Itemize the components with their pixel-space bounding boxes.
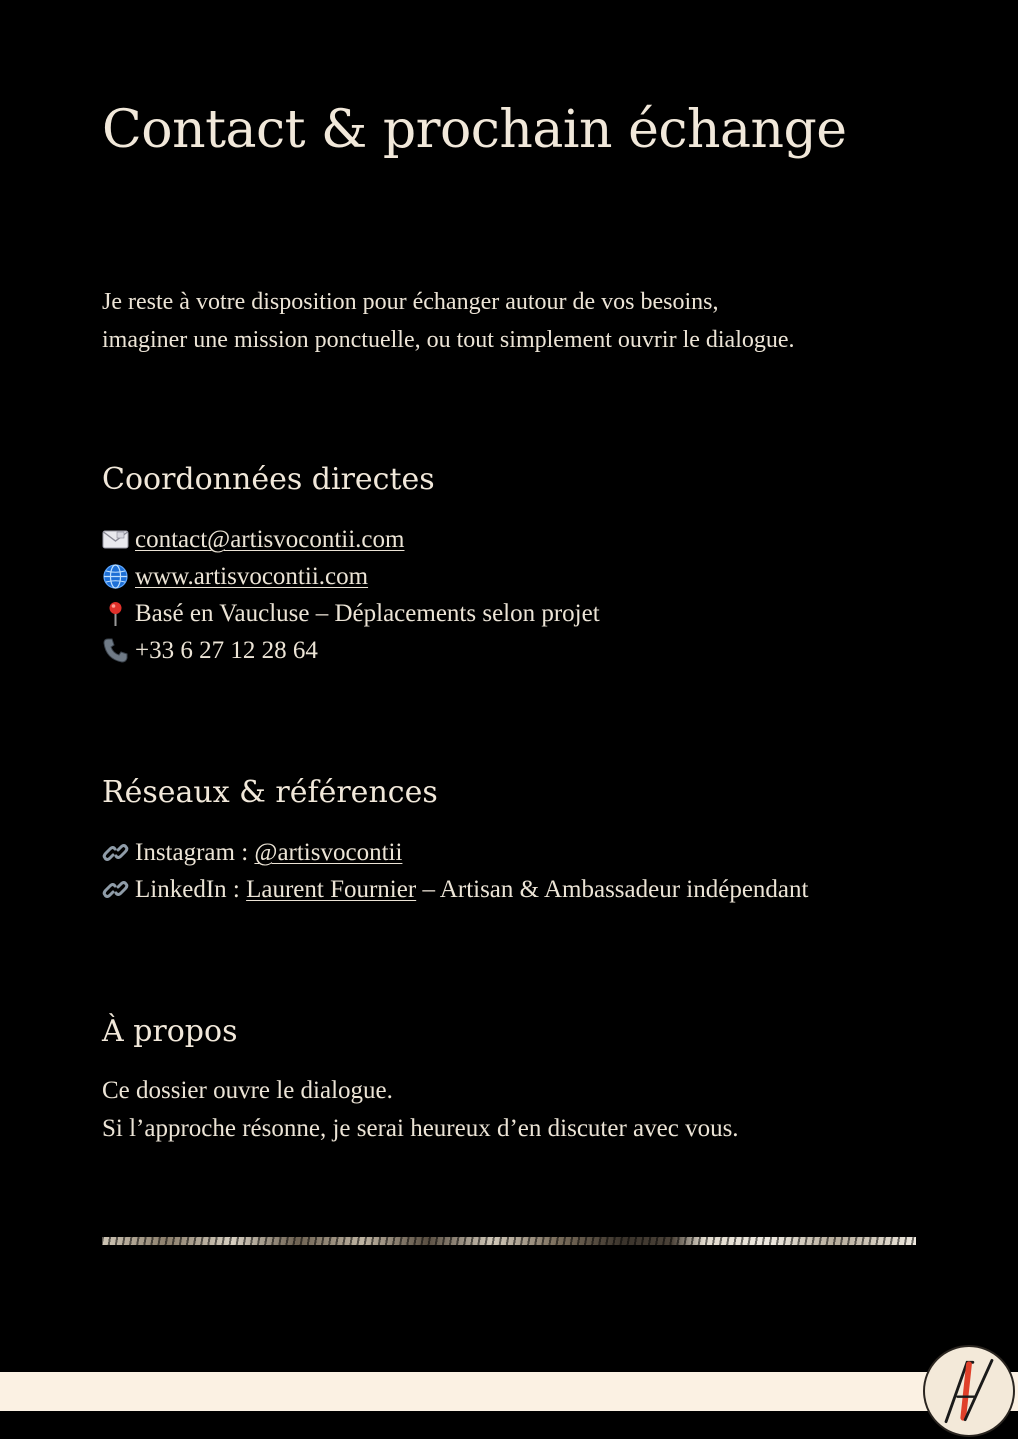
- instagram-label: Instagram :: [135, 839, 255, 866]
- footer-band: [0, 1372, 1018, 1411]
- about-heading: À propos: [102, 1014, 238, 1049]
- contact-location-row: [102, 595, 600, 632]
- intro-paragraph: [102, 283, 922, 359]
- instagram-link[interactable]: @artisvocontii: [254, 839, 403, 866]
- networks-heading: Réseaux & références: [102, 775, 438, 810]
- phone-text: +33 6 27 12 28 64: [135, 637, 318, 664]
- website-link[interactable]: www.artisvocontii.com: [135, 563, 369, 590]
- contact-list: [102, 521, 600, 669]
- contact-phone-row: [102, 632, 600, 669]
- networks-list: [102, 834, 808, 908]
- linkedin-suffix: – Artisan & Ambassadeur indépendant: [416, 876, 809, 903]
- page-title: Contact & prochain échange: [102, 100, 847, 160]
- location-text: Basé en Vaucluse – Déplacements selon projet: [135, 600, 600, 627]
- phone-icon: [102, 637, 129, 664]
- contact-website-row: [102, 558, 600, 595]
- intro-line-2: imaginer une mission ponctuelle, ou tout simplement ouvrir le dialogue.: [102, 327, 795, 353]
- globe-icon: [102, 563, 129, 590]
- linkedin-label: LinkedIn :: [135, 876, 247, 903]
- email-link[interactable]: contact@artisvocontii.com: [135, 526, 405, 553]
- link-icon: [102, 876, 129, 903]
- about-line-1: Ce dossier ouvre le dialogue.: [102, 1077, 393, 1104]
- contact-heading: Coordonnées directes: [102, 462, 435, 497]
- marble-divider: [102, 1237, 916, 1245]
- about-line-2: Si l’approche résonne, je serai heureux d’en discuter avec vous.: [102, 1115, 739, 1142]
- pin-icon: [102, 600, 129, 627]
- linkedin-row: [102, 871, 808, 908]
- about-paragraph: [102, 1072, 739, 1148]
- contact-email-row: [102, 521, 600, 558]
- av-monogram-logo: [925, 1347, 1013, 1435]
- logo-badge: [923, 1345, 1015, 1437]
- linkedin-link[interactable]: Laurent Fournier: [246, 876, 417, 903]
- link-icon: [102, 839, 129, 866]
- envelope-icon: [102, 526, 129, 553]
- intro-line-1: Je reste à votre disposition pour échanger autour de vos besoins,: [102, 289, 719, 315]
- instagram-row: [102, 834, 808, 871]
